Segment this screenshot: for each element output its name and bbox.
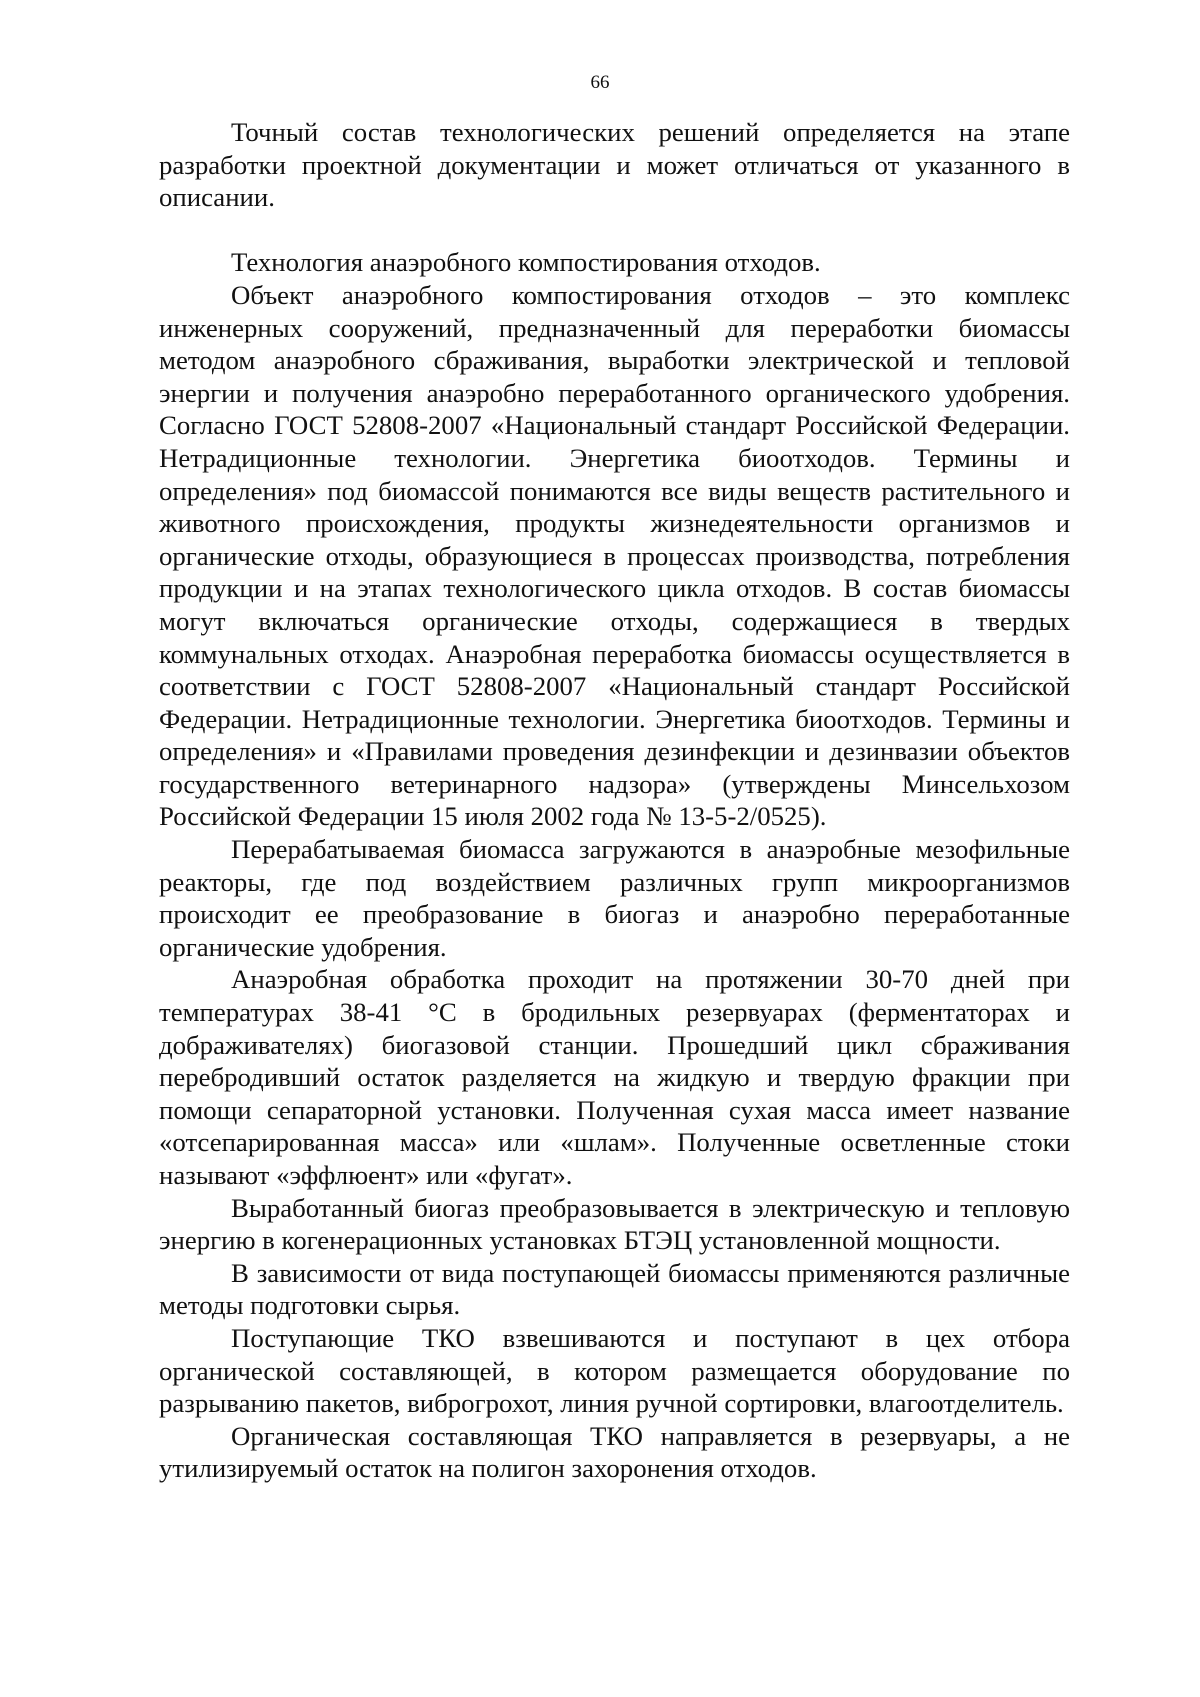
paragraph-biogas-conversion: Выработанный биогаз преобразовывается в электрическую и тепловую энергию в когенерационных установках БТЭЦ установленной мощности. bbox=[159, 1192, 1070, 1256]
paragraph-incoming-waste: Поступающие ТКО взвешиваются и поступают в цех отбора органической составляющей, в котором размещается оборудование по разрыванию пакетов, виброгрохот, линия ручной сортировки, влагоотделитель. bbox=[159, 1322, 1070, 1419]
document-body bbox=[159, 116, 1070, 1485]
paragraph-anaerobic-processing: Анаэробная обработка проходит на протяжении 30-70 дней при температурах 38-41 °С в бродильных резервуарах (ферментаторах и дображивателях) биогазовой станции. Прошедший цикл сбраживания перебродивший остаток разделяется на жидкую и твердую фракции при помощи сепараторной установки. Полученная сухая масса имеет название «отсепарированная масса» или «шлам». Полученные осветленные стоки называют «эффлюент» или «фугат». bbox=[159, 964, 1070, 1190]
paragraph-object-definition: Объект анаэробного компостирования отходов – это комплекс инженерных сооружений, предназначенный для переработки биомассы методом анаэробного сбраживания, выработки электрической и тепловой энергии и получения анаэробно переработанного органического удобрения. Согласно ГОСТ 52808-2007 «Национальный стандарт Российской Федерации. Нетрадиционные технологии. Энергетика биоотходов. Термины и определения» под биомассой понимаются все виды веществ растительного и животного происхождения, продукты жизнедеятельности организмов и органические отходы, образующиеся в процессах производства, потребления продукции и на этапах технологического цикла отходов. В состав биомассы могут включаться органические отходы, содержащиеся в твердых коммунальных отходах. Анаэробная переработка биомассы осуществляется в соответствии с ГОСТ 52808-2007 «Национальный стандарт Российской Федерации. Нетрадиционные технологии. Энергетика биоотходов. Термины и определения» и «Правилами проведения дезинфекции и дезинвазии объектов государственного ветеринарного надзора» (утверждены Минсельхозом Российской Федерации 15 июля 2002 года № 13-5-2/0525). bbox=[159, 279, 1070, 832]
paragraph-organic-fraction: Органическая составляющая ТКО направляется в резервуары, а не утилизируемый остаток на полигон захоронения отходов. bbox=[159, 1420, 1070, 1484]
paragraph-biomass-loading: Перерабатываемая биомасса загружаются в анаэробные мезофильные реакторы, где под воздействием различных групп микроорганизмов происходит ее преобразование в биогаз и анаэробно переработанные органические удобрения. bbox=[159, 834, 1070, 962]
paragraph-intro: Точный состав технологических решений определяется на этапе разработки проектной документации и может отличаться от указанного в описании. bbox=[159, 117, 1070, 213]
paragraph-spacer bbox=[159, 214, 1070, 247]
section-heading: Технология анаэробного компостирования отходов. bbox=[231, 247, 821, 278]
page-number: 66 bbox=[590, 72, 610, 93]
paragraph-preparation-methods: В зависимости от вида поступающей биомассы применяются различные методы подготовки сырья. bbox=[159, 1257, 1070, 1321]
